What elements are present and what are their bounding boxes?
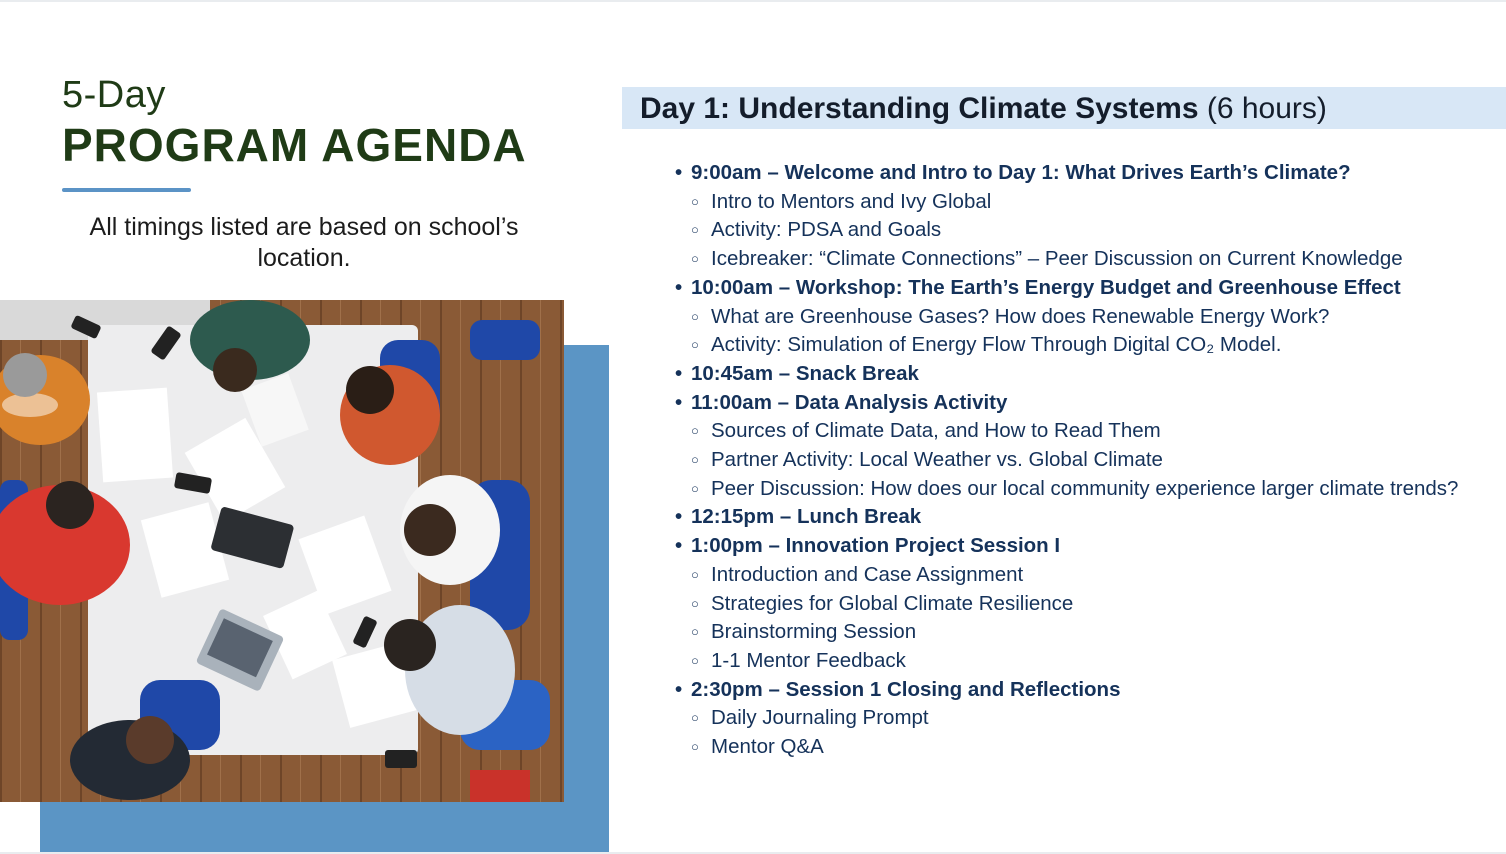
agenda-list: [675, 159, 1495, 762]
agenda-subitem: ○ 1-1 Mentor Feedback: [695, 647, 1495, 676]
title-underline: [62, 188, 191, 192]
agenda-item: • 11:00am – Data Analysis Activity: [675, 389, 1495, 418]
agenda-subitem: ○ Activity: Simulation of Energy Flow Through Digital CO₂ Model.: [695, 331, 1495, 360]
agenda-subitem: ○ Strategies for Global Climate Resilience: [695, 590, 1495, 619]
agenda-subitem: ○ Daily Journaling Prompt: [695, 704, 1495, 733]
agenda-subitem: ○ Sources of Climate Data, and How to Read Them: [695, 417, 1495, 446]
agenda-subitem: ○ Introduction and Case Assignment: [695, 561, 1495, 590]
timing-note: All timings listed are based on school’s location.: [89, 213, 519, 272]
agenda-item: • 2:30pm – Session 1 Closing and Reflections: [675, 676, 1495, 705]
agenda-sublist: [695, 188, 1495, 274]
day-title: [640, 92, 1327, 126]
agenda-subitem: ○ Intro to Mentors and Ivy Global: [695, 188, 1495, 217]
agenda-sublist: [695, 303, 1495, 360]
day-title-main: Day 1: Understanding Climate Systems: [640, 92, 1199, 125]
program-title: PROGRAM AGENDA: [62, 119, 527, 171]
agenda-subitem: ○ Icebreaker: “Climate Connections” – Peer Discussion on Current Knowledge: [695, 245, 1495, 274]
agenda-subitem: ○ Peer Discussion: How does our local community experience larger climate trends?: [695, 475, 1495, 504]
agenda-item: • 1:00pm – Innovation Project Session I: [675, 532, 1495, 561]
agenda-subitem: ○ Mentor Q&A: [695, 733, 1495, 762]
agenda-item: • 12:15pm – Lunch Break: [675, 503, 1495, 532]
program-subtitle: 5-Day: [62, 74, 166, 116]
top-divider: [0, 0, 1506, 2]
agenda-subitem: ○ Brainstorming Session: [695, 618, 1495, 647]
agenda-item: • 10:45am – Snack Break: [675, 360, 1495, 389]
agenda-item: • 9:00am – Welcome and Intro to Day 1: What Drives Earth’s Climate?: [675, 159, 1495, 188]
agenda-subitem: ○ What are Greenhouse Gases? How does Renewable Energy Work?: [695, 303, 1495, 332]
day-title-duration: (6 hours): [1198, 92, 1327, 125]
agenda-subitem: ○ Activity: PDSA and Goals: [695, 216, 1495, 245]
agenda-sublist: [695, 417, 1495, 503]
team-meeting-photo: [0, 300, 564, 802]
agenda-sublist: [695, 561, 1495, 676]
agenda-subitem: ○ Partner Activity: Local Weather vs. Global Climate: [695, 446, 1495, 475]
agenda-item: • 10:00am – Workshop: The Earth’s Energy Budget and Greenhouse Effect: [675, 274, 1495, 303]
agenda-sublist: [695, 704, 1495, 761]
